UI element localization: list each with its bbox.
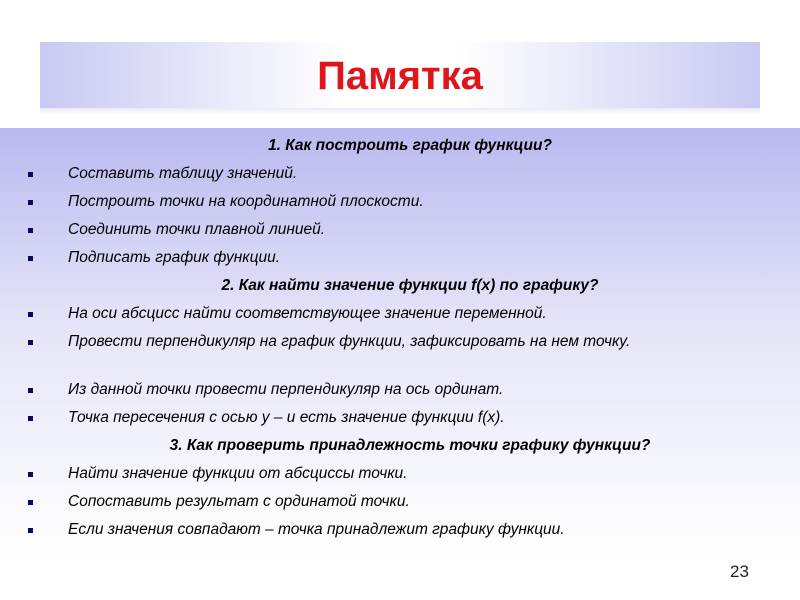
- bullet-icon: [28, 256, 33, 261]
- bullet-icon: [28, 388, 33, 393]
- section-heading: 1. Как построить график функции?: [268, 137, 552, 154]
- list-item: Провести перпендикуляр на график функции, зафиксировать на нем точку.: [28, 332, 760, 352]
- list-item: На оси абсцисс найти соответствующее значение переменной.: [28, 304, 760, 324]
- bullet-icon: [28, 200, 33, 205]
- content-panel: [0, 128, 800, 558]
- page-number: 23: [730, 562, 749, 581]
- slide-title: Памятка: [317, 54, 483, 98]
- bullet-icon: [28, 172, 33, 177]
- bullet-icon: [28, 340, 33, 345]
- list-item: Если значения совпадают – точка принадлежит графику функции.: [28, 520, 760, 540]
- list-item: Из данной точки провести перпендикуляр на ось ординат.: [28, 380, 760, 400]
- list-item: Найти значение функции от абсциссы точки.: [28, 464, 760, 484]
- bullet-icon: [28, 500, 33, 505]
- list-item: Построить точки на координатной плоскости.: [28, 192, 760, 212]
- bullet-icon: [28, 528, 33, 533]
- list-item: Соединить точки плавной линией.: [28, 220, 760, 240]
- section-heading: 2. Как найти значение функции f(x) по графику?: [221, 277, 599, 294]
- bullet-icon: [28, 416, 33, 421]
- list-item: Сопоставить результат с ординатой точки.: [28, 492, 760, 512]
- list-item: Составить таблицу значений.: [28, 164, 760, 184]
- bullet-icon: [28, 312, 33, 317]
- section-heading: 3. Как проверить принадлежность точки графику функции?: [169, 437, 651, 454]
- bullet-icon: [28, 472, 33, 477]
- list-item: Подписать график функции.: [28, 248, 760, 268]
- title-band: [40, 42, 760, 108]
- list-item: Точка пересечения с осью y – и есть значение функции f(x).: [28, 408, 760, 428]
- bullet-icon: [28, 228, 33, 233]
